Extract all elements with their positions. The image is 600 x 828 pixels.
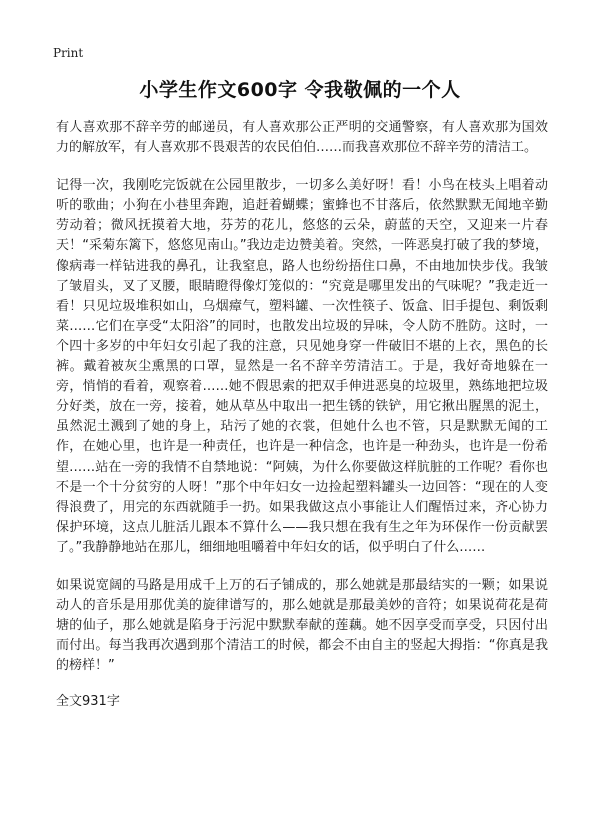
article-title: 小学生作文600字 令我敬佩的一个人: [139, 79, 461, 101]
article-body: [56, 118, 548, 712]
print-link[interactable]: Print: [53, 46, 84, 60]
paragraph-intro: 有人喜欢那不辞辛劳的邮递员，有人喜欢那公正严明的交通警察，有人喜欢那为国效力的解放军，有人喜欢那不畏艰苦的农民伯伯……而我喜欢那位不辞辛劳的清洁工。: [56, 120, 548, 156]
word-count: 全文931字: [56, 694, 120, 710]
paragraph-conclusion: 如果说宽阔的马路是用成千上万的石子铺成的，那么她就是那最结实的一颗；如果说动人的音乐是用那优美的旋律谱写的，那么她就是那最美妙的音符；如果说荷花是荷塘的仙子，那么她就是陷身于污泥中默默奉献的莲藕。她不因享受而享受，只因付出而付出。每当我再次遇到那个清洁工的时候，都会不由自主的竖起大拇指：“你真是我的榜样！”: [56, 577, 548, 674]
paragraph-story: 记得一次，我刚吃完饭就在公园里散步，一切多么美好呀！看！小鸟在枝头上唱着动听的歌曲；小狗在小巷里奔跑，追赶着蝴蝶；蜜蜂也不甘落后，依然默默无闻地辛勤劳动着；微风抚摸着大地，芬芳的花儿，悠悠的云朵，蔚蓝的天空，又迎来一片春天！“采菊东篱下，悠悠见南山。”我边走边赞美着。突然，一阵恶臭打破了我的梦境，像病毒一样钻进我的鼻孔，让我窒息，路人也纷纷捂住口鼻，不由地加快步伐。我皱了皱眉头，叉了叉腰，眼睛瞪得像灯笼似的：“究竟是哪里发出的气味呢？”我走近一看！只见垃圾堆积如山，乌烟瘴气，塑料罐、一次性筷子、饭盒、旧手提包、剩饭剩菜……它们在享受“太阳浴”的同时，也散发出垃圾的异味，令人防不胜防。这时，一个四十多岁的中年妇女引起了我的注意，只见她身穿一件破旧不堪的上衣，黑色的长裤。戴着被灰尘熏黑的口罩，显然是一名不辞辛劳清洁工。于是，我好奇地躲在一旁，悄悄的看着，观察着……她不假思索的把双手伸进恶臭的垃圾里，熟练地把垃圾分好类，放在一旁，接着，她从草丛中取出一把生锈的铁铲，用它揪出腥黑的泥土，虽然泥土溅到了她的身上，玷污了她的衣裳，但她什么也不管，只是默默无闻的工作，在她心里，也许是一种责任，也许是一种信念，也许是一种劲头，也许是一份希望……站在一旁的我情不自禁地说：“阿姨，为什么你要做这样肮脏的工作呢？看你也不是一个十分贫穷的人呀！”那个中年妇女一边捡起塑料罐头一边回答：“现在的人变得浪费了，用完的东西就随手一扔。如果我做这点小事能让人们醒悟过来，齐心协力保护环境，这点儿脏活儿跟本不算什么——我只想在我有生之年为环保作一份贡献罢了。”我静静地站在那儿，细细地咀嚼着中年妇女的话，似乎明白了什么……: [56, 178, 548, 555]
